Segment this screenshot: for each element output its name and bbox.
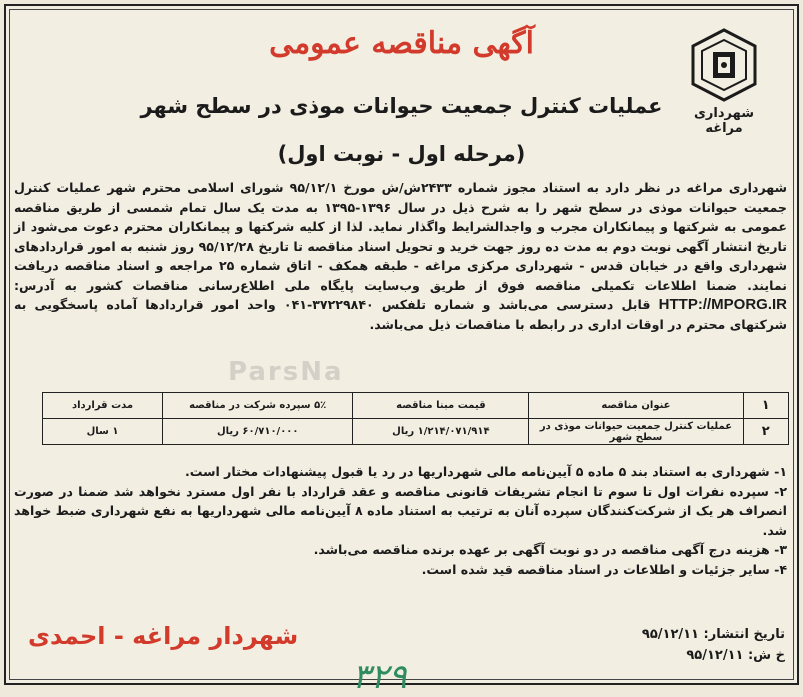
- watermark: ParsNa: [228, 357, 344, 387]
- note-item: ۴- سایر جزئیات و اطلاعات در اسناد مناقصه قید شده است.: [421, 561, 787, 577]
- table-row: [43, 419, 789, 445]
- publish-date: تاریخ انتشار: ۹۵/۱۲/۱۱: [641, 627, 785, 642]
- header-cell-num: ۱: [743, 393, 788, 419]
- tender-table: [42, 392, 789, 445]
- body-text-end: قابل دسترسی می‌باشد و شماره تلفکس ۳۷۲۲۹۸۴۰-۰۴۱ واحد امور قراردادها آماده پاسخگویی به شرکتهای محترم در اوقات اداری در رابطه با مناقصات ذیل می‌باشد.: [14, 297, 787, 332]
- notice-body: [14, 178, 787, 334]
- notes-list: [14, 462, 787, 579]
- header-cell-name: عنوان مناقصه: [529, 393, 743, 419]
- handwritten-number: ۳۲۹: [352, 657, 407, 697]
- row-cell-name: عملیات کنترل جمعیت حیوانات موذی در سطح شهر: [529, 419, 743, 445]
- website-link[interactable]: HTTP://MPORG.IR: [658, 296, 787, 313]
- notice-phase: (مرحله اول - نوبت اول): [277, 142, 526, 166]
- body-paragraph: [14, 178, 787, 334]
- header-cell-deposit: ۵٪ سپرده شرکت در مناقصه: [163, 393, 353, 419]
- code-date: خ ش: ۹۵/۱۲/۱۱: [686, 648, 785, 663]
- row-cell-deposit: ۶۰/۷۱۰/۰۰۰ ریال: [163, 419, 353, 445]
- logo-label: شهرداری مراغه: [694, 106, 754, 136]
- row-cell-num: ۲: [743, 419, 788, 445]
- note-item: ۳- هزینه درج آگهی مناقصه در دو نوبت آگهی بر عهده برنده مناقصه می‌باشد.: [313, 542, 787, 557]
- table-header-row: [43, 393, 789, 419]
- row-cell-price: ۱/۲۱۴/۰۷۱/۹۱۴ ریال: [353, 419, 529, 445]
- note-item: ۲- سپرده نفرات اول تا سوم تا انجام تشریفات قانونی مناقصه و عقد قرارداد با نفر اول مسترد نخواهد شد ضمنا در صورت انصراف هر یک از شرکت‌کنندگان سپرده آنان به ترتیب به استناد ماده ۸ آیین‌نامه مالی شهرداریها به نفع شهرداری ضبط خواهد شد.: [14, 483, 787, 538]
- header-cell-duration: مدت قرارداد: [43, 393, 163, 419]
- note-item: ۱- شهرداری به استناد بند ۵ ماده ۵ آیین‌نامه مالی شهرداریها در رد یا قبول پیشنهادات مختار است.: [184, 464, 787, 479]
- header-cell-price: قیمت مبنا مناقصه: [353, 393, 529, 419]
- row-cell-duration: ۱ سال: [43, 419, 163, 445]
- mayor-signature: شهردار مراغه - احمدی: [28, 622, 299, 650]
- dates-block: [642, 624, 785, 666]
- body-text: شهرداری مراغه در نظر دارد به استناد مجوز شماره ۲۴۳۳ش/ش مورخ ۹۵/۱۲/۱ شورای اسلامی محترم شهر عملیات کنترل جمعیت حیوانات موذی در سطح شهر را به شرح ذیل در سال ۱۳۹۶-۱۳۹۵ به مدت یک سال تمام شمسی از طریق مناقصه عمومی به شرکتها و پیمانکاران مجرب و واجدالشرایط واگذار نماید. لذا از کلیه شرکتها و پیمانکاران محترم دعوت می‌شود از تاریخ انتشار آگهی نوبت دوم به مدت ده روز جهت خرید و تحویل اسناد مناقصه تا تاریخ ۹۵/۱۲/۲۸ روز شنبه به امور قراردادهای شهرداری واقع در خیابان قدس - شهرداری مرکزی مراغه - طبقه همکف - اتاق شماره ۲۵ مراجعه و اسناد مناقصه دریافت نمایند. ضمنا اطلاعات تکمیلی مناقصه فوق از طریق وب‌سایت پایگاه ملی اطلاع‌رسانی مناقصات کشور به آدرس:: [14, 180, 787, 293]
- notice-subtitle: عملیات کنترل جمعیت حیوانات موذی در سطح شهر: [140, 94, 663, 118]
- notice-title: آگهی مناقصه عمومی: [269, 26, 534, 61]
